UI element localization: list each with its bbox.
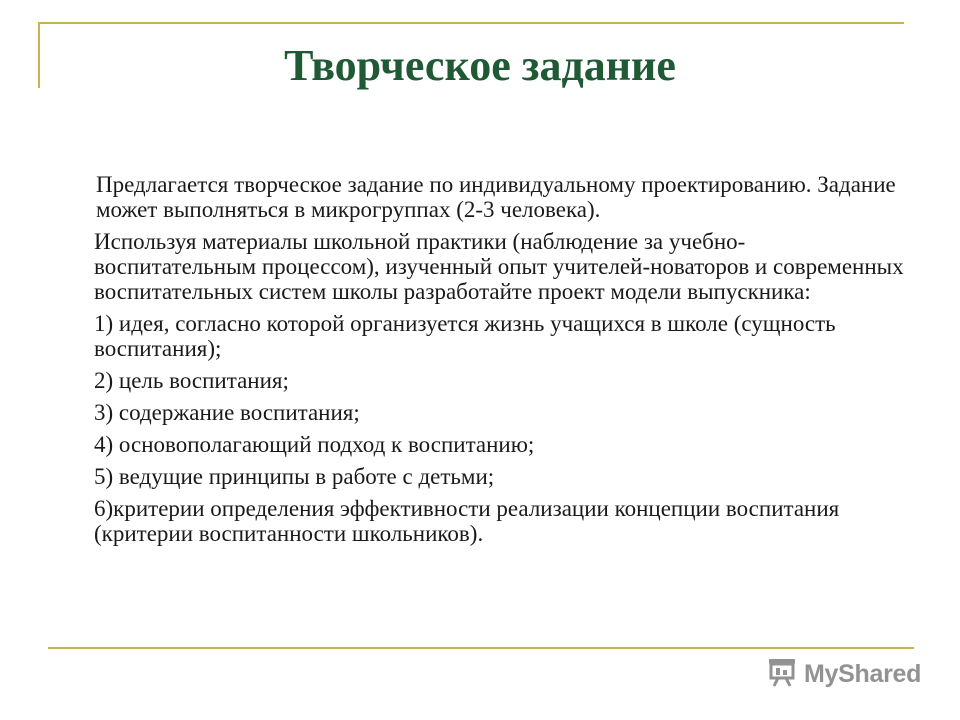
slide-title: Творческое задание: [284, 41, 676, 90]
watermark-text: MyShared: [804, 659, 922, 688]
paragraph-task: Используя материалы школьной практики (наблюдение за учебно-воспитательным процессом), изученный опыт учителей-новаторов и современных воспитательных систем школы разработайте проект модели выпускника:: [94, 229, 904, 304]
list-item-6: 6)критерии определения эффективности реализации концепции воспитания (критерии воспитанности школьников).: [94, 496, 840, 546]
list-item-5: 5) ведущие принципы в работе с детьми;: [94, 464, 495, 489]
list-item-1: 1) идея, согласно которой организуется жизнь учащихся в школе (сущность воспитания);: [94, 311, 836, 361]
slide-body: [94, 172, 906, 553]
list-item-2: 2) цель воспитания;: [94, 368, 289, 393]
bottom-rule: [48, 647, 914, 649]
paragraph-intro: Предлагается творческое задание по индивидуальному проектированию. Задание может выполняться в микрогруппах (2-3 человека).: [96, 172, 896, 222]
watermark-logo: [766, 657, 921, 691]
presentation-board-icon: [766, 656, 798, 693]
list-item-3: 3) содержание воспитания;: [94, 400, 360, 425]
list-item-4: 4) основополагающий подход к воспитанию;: [94, 432, 535, 457]
frame-top-line: [38, 22, 904, 24]
